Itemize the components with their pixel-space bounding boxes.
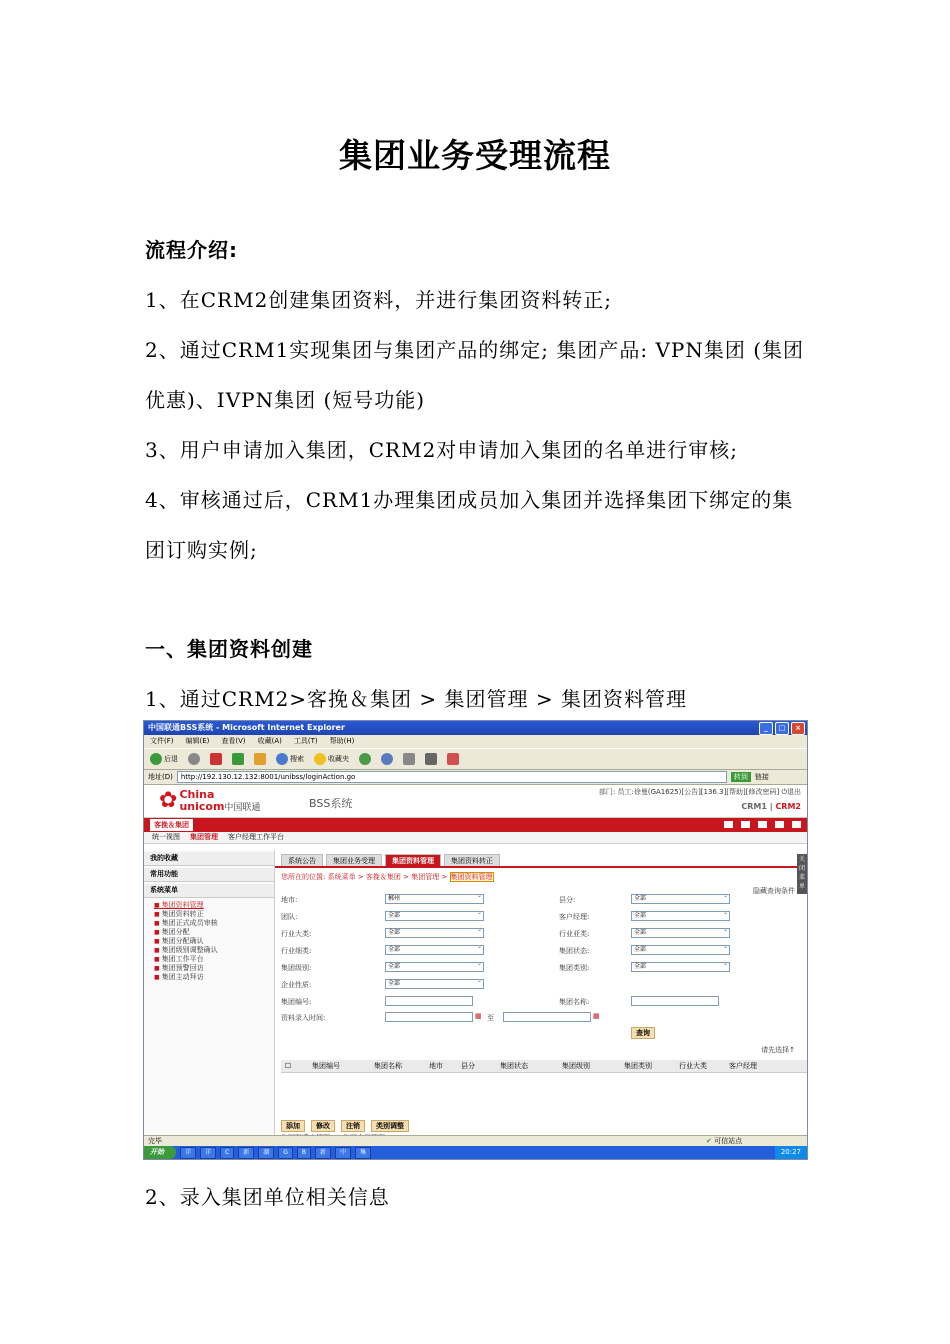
crm-links: CRM1 | CRM2 [741, 802, 801, 811]
form-label: 集团编号: [281, 998, 312, 1006]
calendar-icon[interactable]: ▦ [475, 1012, 482, 1020]
module-icon[interactable] [792, 821, 801, 828]
trusted-zone-label: 可信站点 [714, 1137, 743, 1145]
cancel-button[interactable]: 注销 [341, 1120, 365, 1132]
app-header [144, 785, 807, 818]
manager-select[interactable]: 全部 ⌄ [631, 911, 730, 921]
sidebar-item[interactable]: ■ 集团分配 [144, 928, 274, 937]
embedded-screenshot [143, 720, 808, 1160]
sidebar [144, 850, 275, 1136]
date-from-input[interactable] [385, 1012, 473, 1022]
stop-icon[interactable] [210, 753, 222, 765]
address-bar [144, 770, 807, 785]
app-body [144, 850, 807, 1136]
calendar-icon[interactable]: ▦ [593, 1012, 600, 1020]
module-icon[interactable] [775, 821, 784, 828]
back-arrow-icon [150, 753, 162, 765]
col-header: 地市 [429, 1062, 443, 1070]
taskbar [144, 1146, 807, 1159]
hide-query-link[interactable]: 隐藏查询条件 [753, 887, 795, 895]
subnav-group-management[interactable]: 集团管理 [190, 833, 218, 841]
logo-text-unicom: unicom [179, 800, 225, 813]
back-button[interactable] [150, 753, 178, 765]
city-select[interactable]: 郴州 ⌄ [385, 894, 484, 904]
module-icon[interactable] [724, 821, 733, 828]
links-label[interactable]: 链接 [754, 773, 769, 781]
date-to-input[interactable] [503, 1012, 591, 1022]
form-label: 集团状态: [559, 947, 590, 955]
module-tab[interactable]: 客挽＆集团 [150, 819, 193, 831]
group-number-input[interactable] [385, 996, 473, 1006]
close-menu-tab[interactable]: 关闭菜单 [797, 854, 807, 894]
taskbar-item[interactable]: 详 [180, 1147, 196, 1159]
breadcrumb-path: 您所在的位置: 系统菜单 > 客挽＆集团 > 集团管理 > [281, 873, 450, 881]
sidebar-item[interactable]: ■ 集团分配确认 [144, 937, 274, 946]
group-type-select[interactable]: 全部 ⌄ [631, 962, 730, 972]
taskbar-item[interactable]: 新 [315, 1147, 331, 1159]
industry-minor-select[interactable]: 全部 ⌄ [385, 945, 484, 955]
step-4: 4、审核通过后，CRM1办理集团成员加入集团并选择集团下绑定的集团订购实例; [145, 488, 794, 562]
menu-tools[interactable]: 工具(T) [293, 737, 318, 745]
system-clock: 20:27 [775, 1146, 807, 1159]
form-label: 县分: [559, 896, 576, 904]
query-form [275, 886, 807, 1037]
module-icons [724, 821, 801, 828]
start-button[interactable]: 开始 [144, 1146, 176, 1159]
trusted-zone [706, 1136, 742, 1146]
form-label: 企业性质: [281, 981, 312, 989]
section1-heading: 一、集团资料创建 [145, 637, 313, 661]
menu-edit[interactable]: 编辑(E) [185, 737, 210, 745]
sidebar-item[interactable]: ■ 集团工作平台 [144, 955, 274, 964]
tab-group-info-management[interactable]: 集团资料管理 [385, 854, 441, 866]
status-text: 完毕 [148, 1137, 162, 1145]
form-label: 行业大类: [281, 930, 312, 938]
system-name: BSS系统 [309, 797, 353, 810]
taskbar-item[interactable]: C [220, 1147, 234, 1159]
sidebar-section-favorites[interactable]: 我的收藏 [144, 852, 274, 866]
col-header: 集团类别 [624, 1062, 652, 1070]
search-button[interactable] [276, 753, 304, 765]
edit-icon[interactable] [425, 753, 437, 765]
taskbar-item[interactable]: 新 [238, 1147, 254, 1159]
col-header: 集团编号 [312, 1062, 340, 1070]
favorites-button[interactable] [314, 753, 349, 765]
logo-text-cn: 中国联通 [224, 803, 261, 813]
group-status-select[interactable]: 全部 ⌄ [631, 945, 730, 955]
close-icon[interactable]: × [791, 722, 805, 735]
sidebar-item[interactable]: ■ 集团预警回访 [144, 964, 274, 973]
home-icon[interactable] [254, 753, 266, 765]
col-header: 县分 [461, 1062, 475, 1070]
add-button[interactable]: 添加 [281, 1120, 305, 1132]
crm1-link[interactable]: CRM1 [741, 802, 767, 811]
results-table-header [281, 1060, 807, 1073]
mail-icon[interactable] [381, 753, 393, 765]
form-label: 集团级别: [281, 964, 312, 972]
status-bar [144, 1135, 807, 1146]
industry-sub-select[interactable]: 全部 ⌄ [631, 928, 730, 938]
taskbar-item[interactable]: 详 [200, 1147, 216, 1159]
breadcrumb [275, 868, 807, 886]
form-label: 集团名称: [559, 998, 590, 1006]
search-label: 搜索 [290, 755, 304, 763]
taskbar-item[interactable]: G [278, 1147, 293, 1159]
subnav-unified-view[interactable]: 统一视图 [152, 833, 180, 841]
taskbar-item[interactable]: 中 [335, 1147, 351, 1159]
form-label: 客户经理: [559, 913, 590, 921]
print-icon[interactable] [403, 753, 415, 765]
col-header: 集团级别 [562, 1062, 590, 1070]
refresh-icon[interactable] [232, 753, 244, 765]
module-bar [144, 818, 807, 832]
subnav-manager-platform[interactable]: 客户经理工作平台 [228, 833, 284, 841]
go-button[interactable]: 转到 [731, 772, 751, 782]
content-tabs [275, 850, 807, 868]
menu-bar [144, 735, 807, 748]
taskbar-item[interactable]: B [297, 1147, 311, 1159]
step-3: 3、用户申请加入集团，CRM2对申请加入集团的名单进行审核; [145, 438, 739, 462]
modify-button[interactable]: 修改 [311, 1120, 335, 1132]
date-to-label: 至 [487, 1014, 494, 1022]
industry-major-select[interactable]: 全部 ⌄ [385, 928, 484, 938]
section1-step2: 2、录入集团单位相关信息 [145, 1185, 390, 1209]
county-select[interactable]: 全部 ⌄ [631, 894, 730, 904]
module-icon[interactable] [741, 821, 750, 828]
taskbar-item[interactable]: 湖 [258, 1147, 274, 1159]
sidebar-section-common[interactable]: 常用功能 [144, 868, 274, 882]
forward-icon[interactable] [188, 753, 200, 765]
form-label: 团队: [281, 913, 298, 921]
check-icon: ✔ [706, 1137, 712, 1145]
maximize-icon[interactable]: □ [775, 722, 789, 735]
menu-help[interactable]: 帮助(H) [329, 737, 355, 745]
favorites-label: 收藏夹 [328, 755, 349, 763]
form-label: 地市: [281, 896, 298, 904]
form-label: 资料录入时间: [281, 1014, 326, 1022]
logo-text-china: China [179, 788, 215, 801]
browser-toolbar [144, 748, 807, 770]
please-select-hint: 请先选择↑ [761, 1046, 795, 1054]
col-header: 集团名称 [374, 1062, 402, 1070]
col-header: 集团状态 [500, 1062, 528, 1070]
section1-step1: 1、通过CRM2>客挽＆集团 > 集团管理 > 集团资料管理 [145, 687, 687, 711]
step-1: 1、在CRM2创建集团资料，并进行集团资料转正; [145, 288, 613, 312]
menu-file[interactable]: 文件(F) [150, 737, 174, 745]
document-title: 集团业务受理流程 [339, 136, 611, 175]
intro-heading: 流程介绍: [145, 238, 238, 262]
sidebar-item[interactable]: ■ 集团主动拜访 [144, 973, 274, 982]
category-adjust-button[interactable]: 类别调整 [371, 1120, 409, 1132]
crm2-link[interactable]: CRM2 [775, 802, 801, 811]
group-name-input[interactable] [631, 996, 719, 1006]
sidebar-item[interactable]: ■ 集团资料转正 [144, 910, 274, 919]
minimize-icon[interactable]: _ [759, 722, 773, 735]
back-label: 后退 [164, 755, 178, 763]
group-level-select[interactable]: 全部 ⌄ [385, 962, 484, 972]
col-header: 客户经理 [729, 1062, 757, 1070]
tab-group-business[interactable]: 集团业务受理 [326, 854, 382, 866]
tab-group-info-confirm[interactable]: 集团资料转正 [444, 854, 500, 866]
menu-view[interactable]: 查看(V) [221, 737, 246, 745]
sidebar-item[interactable]: ■ 集团资料管理 [144, 901, 274, 910]
tab-announcements[interactable]: 系统公告 [281, 854, 323, 866]
menu-favorites[interactable]: 收藏(A) [257, 737, 282, 745]
history-icon[interactable] [359, 753, 371, 765]
select-all-checkbox[interactable]: ☐ [284, 1062, 292, 1070]
messenger-icon[interactable] [447, 753, 459, 765]
step-2: 2、通过CRM1实现集团与集团产品的绑定; 集团产品: VPN集团 (集团优惠)、IVPN集团 (短号功能) [145, 338, 805, 412]
search-icon [276, 753, 288, 765]
taskbar-item[interactable]: 集 [355, 1147, 371, 1159]
sidebar-item[interactable]: ■ 集团正式成员审核 [144, 919, 274, 928]
enterprise-type-select[interactable]: 全部 ⌄ [385, 979, 484, 989]
module-icon[interactable] [758, 821, 767, 828]
user-info[interactable]: 部门: 员工:徐曼(GA1625)[公告][136.3][帮助][修改密码] ⏻退出 [598, 788, 801, 796]
address-input[interactable]: http://192.130.12.132:8001/unibss/loginAction.go [177, 771, 727, 783]
breadcrumb-current: 集团资料管理 [450, 873, 493, 881]
main-content [275, 850, 807, 1136]
sidebar-item[interactable]: ■ 集团级别调整确认 [144, 946, 274, 955]
window-titlebar [144, 721, 807, 735]
form-label: 行业细类: [281, 947, 312, 955]
query-button[interactable]: 查询 [631, 1027, 655, 1039]
sidebar-section-system[interactable]: 系统菜单 [144, 884, 274, 898]
form-label: 行业亚类: [559, 930, 590, 938]
address-label: 地址(D) [148, 773, 173, 781]
form-label: 集团类别: [559, 964, 590, 972]
window-title: 中国联通BSS系统 - Microsoft Internet Explorer [148, 723, 345, 732]
unicom-logo [159, 788, 260, 814]
col-header: 行业大类 [679, 1062, 707, 1070]
star-icon [314, 753, 326, 765]
unicom-knot-icon: ✿ [159, 788, 178, 813]
sub-navigation [144, 832, 807, 844]
team-select[interactable]: 全部 ⌄ [385, 911, 484, 921]
